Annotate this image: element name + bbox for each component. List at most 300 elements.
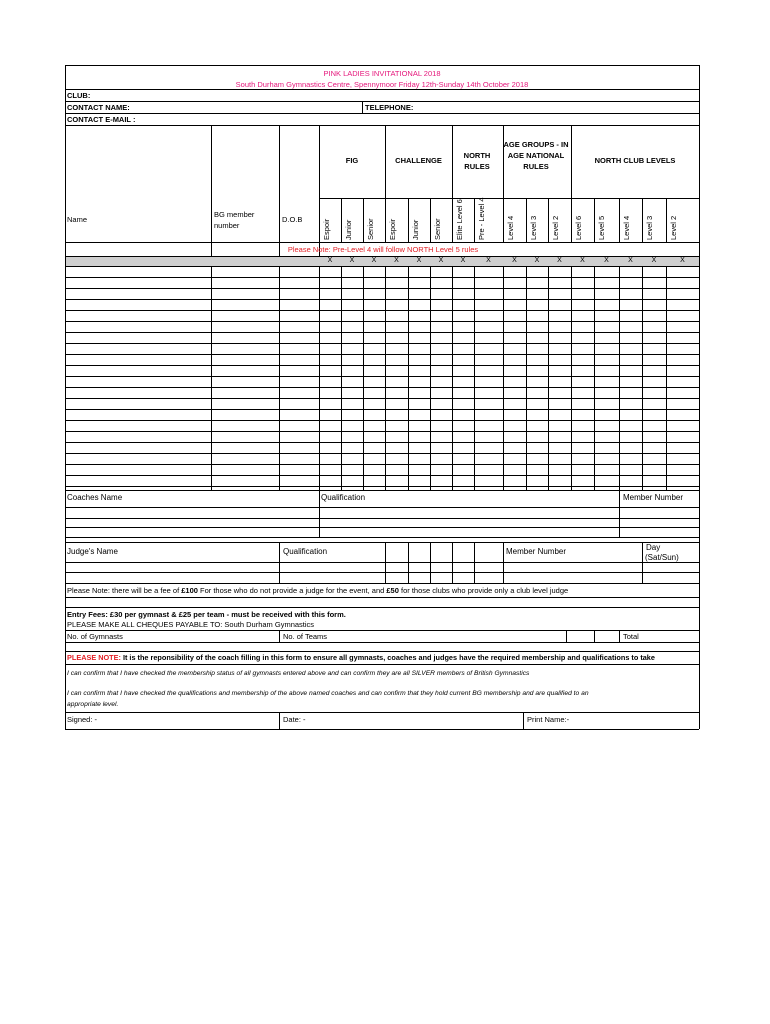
gymnast-cell[interactable] [66, 388, 210, 397]
gymnast-cell[interactable] [364, 399, 384, 408]
gymnast-cell[interactable] [453, 355, 473, 364]
gymnast-cell[interactable] [572, 421, 593, 430]
gymnast-cell[interactable] [66, 355, 210, 364]
gymnast-cell[interactable] [549, 454, 570, 463]
no-teams-field[interactable] [566, 631, 618, 641]
gymnast-cell[interactable] [453, 443, 473, 452]
gymnast-cell[interactable] [342, 410, 362, 419]
gymnast-cell[interactable] [320, 465, 340, 474]
gymnast-cell[interactable] [667, 377, 698, 386]
gymnast-cell[interactable] [549, 333, 570, 342]
gymnast-cell[interactable] [66, 476, 210, 485]
gymnast-cell[interactable] [527, 355, 547, 364]
gymnast-cell[interactable] [364, 289, 384, 298]
gymnast-cell[interactable] [643, 465, 665, 474]
gymnast-cell[interactable] [386, 377, 407, 386]
gymnast-cell[interactable] [504, 388, 525, 397]
coach-cell[interactable] [320, 508, 618, 516]
gymnast-cell[interactable] [549, 300, 570, 309]
gymnast-cell[interactable] [280, 289, 318, 298]
gymnast-cell[interactable] [386, 333, 407, 342]
gymnast-cell[interactable] [364, 443, 384, 452]
gymnast-cell[interactable] [527, 300, 547, 309]
gymnast-cell[interactable] [386, 322, 407, 331]
gymnast-cell[interactable] [212, 366, 278, 375]
gymnast-cell[interactable] [364, 300, 384, 309]
gymnast-cell[interactable] [572, 267, 593, 276]
gymnast-cell[interactable] [212, 454, 278, 463]
gymnast-cell[interactable] [643, 421, 665, 430]
gymnast-cell[interactable] [342, 432, 362, 441]
gymnast-cell[interactable] [595, 399, 618, 408]
gymnast-cell[interactable] [212, 476, 278, 485]
gymnast-cell[interactable] [504, 311, 525, 320]
gymnast-cell[interactable] [320, 366, 340, 375]
gymnast-cell[interactable] [431, 432, 451, 441]
gymnast-cell[interactable] [342, 267, 362, 276]
gymnast-cell[interactable] [320, 344, 340, 353]
gymnast-cell[interactable] [549, 410, 570, 419]
gymnast-cell[interactable] [667, 366, 698, 375]
gymnast-cell[interactable] [620, 366, 641, 375]
gymnast-cell[interactable] [212, 410, 278, 419]
gymnast-cell[interactable] [409, 300, 429, 309]
gymnast-cell[interactable] [66, 289, 210, 298]
gymnast-cell[interactable] [431, 300, 451, 309]
gymnast-cell[interactable] [620, 443, 641, 452]
gymnast-cell[interactable] [667, 388, 698, 397]
gymnast-cell[interactable] [572, 399, 593, 408]
gymnast-cell[interactable] [409, 355, 429, 364]
gymnast-cell[interactable] [595, 476, 618, 485]
gymnast-cell[interactable] [409, 377, 429, 386]
gymnast-cell[interactable] [595, 377, 618, 386]
gymnast-cell[interactable] [667, 289, 698, 298]
gymnast-cell[interactable] [212, 344, 278, 353]
gymnast-cell[interactable] [504, 300, 525, 309]
gymnast-cell[interactable] [409, 410, 429, 419]
gymnast-cell[interactable] [364, 333, 384, 342]
gymnast-cell[interactable] [475, 388, 502, 397]
gymnast-cell[interactable] [66, 300, 210, 309]
gymnast-cell[interactable] [280, 454, 318, 463]
gymnast-cell[interactable] [280, 421, 318, 430]
gymnast-cell[interactable] [620, 399, 641, 408]
judge-cell[interactable] [66, 573, 278, 581]
gymnast-cell[interactable] [549, 465, 570, 474]
gymnast-cell[interactable] [475, 333, 502, 342]
gymnast-cell[interactable] [66, 399, 210, 408]
gymnast-cell[interactable] [280, 465, 318, 474]
gymnast-cell[interactable] [595, 311, 618, 320]
gymnast-cell[interactable] [572, 289, 593, 298]
gymnast-cell[interactable] [643, 443, 665, 452]
gymnast-cell[interactable] [620, 267, 641, 276]
gymnast-cell[interactable] [409, 344, 429, 353]
gymnast-cell[interactable] [409, 465, 429, 474]
gymnast-cell[interactable] [453, 454, 473, 463]
gymnast-cell[interactable] [66, 344, 210, 353]
club-field[interactable] [120, 90, 690, 100]
contact-name-field[interactable] [140, 102, 360, 112]
coach-cell[interactable] [320, 528, 618, 536]
gymnast-cell[interactable] [320, 421, 340, 430]
gymnast-cell[interactable] [475, 267, 502, 276]
gymnast-cell[interactable] [409, 432, 429, 441]
gymnast-cell[interactable] [66, 465, 210, 474]
gymnast-cell[interactable] [527, 410, 547, 419]
gymnast-cell[interactable] [620, 410, 641, 419]
gymnast-cell[interactable] [320, 278, 340, 287]
gymnast-cell[interactable] [620, 377, 641, 386]
gymnast-cell[interactable] [527, 454, 547, 463]
gymnast-cell[interactable] [527, 311, 547, 320]
gymnast-cell[interactable] [342, 421, 362, 430]
gymnast-cell[interactable] [386, 344, 407, 353]
gymnast-cell[interactable] [280, 399, 318, 408]
gymnast-cell[interactable] [643, 476, 665, 485]
gymnast-cell[interactable] [320, 476, 340, 485]
gymnast-cell[interactable] [280, 476, 318, 485]
gymnast-cell[interactable] [386, 366, 407, 375]
gymnast-cell[interactable] [643, 355, 665, 364]
gymnast-cell[interactable] [409, 454, 429, 463]
gymnast-cell[interactable] [475, 289, 502, 298]
gymnast-cell[interactable] [475, 421, 502, 430]
gymnast-cell[interactable] [475, 465, 502, 474]
gymnast-cell[interactable] [595, 388, 618, 397]
gymnast-cell[interactable] [342, 377, 362, 386]
coach-cell[interactable] [66, 519, 318, 527]
gymnast-cell[interactable] [667, 454, 698, 463]
gymnast-cell[interactable] [504, 344, 525, 353]
gymnast-cell[interactable] [620, 322, 641, 331]
gymnast-cell[interactable] [386, 278, 407, 287]
gymnast-cell[interactable] [549, 476, 570, 485]
gymnast-cell[interactable] [620, 355, 641, 364]
gymnast-cell[interactable] [431, 355, 451, 364]
gymnast-cell[interactable] [342, 311, 362, 320]
gymnast-cell[interactable] [572, 443, 593, 452]
gymnast-cell[interactable] [527, 278, 547, 287]
gymnast-cell[interactable] [320, 388, 340, 397]
gymnast-cell[interactable] [342, 278, 362, 287]
gymnast-cell[interactable] [280, 355, 318, 364]
judge-cell[interactable] [504, 573, 641, 581]
gymnast-cell[interactable] [66, 278, 210, 287]
gymnast-cell[interactable] [320, 432, 340, 441]
gymnast-cell[interactable] [643, 410, 665, 419]
gymnast-cell[interactable] [504, 355, 525, 364]
gymnast-cell[interactable] [504, 454, 525, 463]
gymnast-cell[interactable] [549, 421, 570, 430]
gymnast-cell[interactable] [453, 465, 473, 474]
gymnast-cell[interactable] [475, 476, 502, 485]
gymnast-cell[interactable] [504, 366, 525, 375]
gymnast-cell[interactable] [595, 289, 618, 298]
gymnast-cell[interactable] [549, 399, 570, 408]
gymnast-cell[interactable] [549, 388, 570, 397]
gymnast-cell[interactable] [66, 443, 210, 452]
gymnast-cell[interactable] [280, 300, 318, 309]
gymnast-cell[interactable] [475, 344, 502, 353]
gymnast-cell[interactable] [504, 377, 525, 386]
gymnast-cell[interactable] [643, 267, 665, 276]
gymnast-cell[interactable] [386, 432, 407, 441]
gymnast-cell[interactable] [280, 333, 318, 342]
gymnast-cell[interactable] [212, 377, 278, 386]
gymnast-cell[interactable] [431, 366, 451, 375]
gymnast-cell[interactable] [475, 443, 502, 452]
gymnast-cell[interactable] [595, 465, 618, 474]
gymnast-cell[interactable] [667, 300, 698, 309]
gymnast-cell[interactable] [342, 322, 362, 331]
gymnast-cell[interactable] [595, 410, 618, 419]
gymnast-cell[interactable] [409, 267, 429, 276]
gymnast-cell[interactable] [320, 322, 340, 331]
gymnast-cell[interactable] [527, 289, 547, 298]
gymnast-cell[interactable] [667, 399, 698, 408]
gymnast-cell[interactable] [620, 278, 641, 287]
gymnast-cell[interactable] [549, 267, 570, 276]
gymnast-cell[interactable] [504, 289, 525, 298]
gymnast-cell[interactable] [453, 322, 473, 331]
gymnast-cell[interactable] [431, 421, 451, 430]
gymnast-cell[interactable] [212, 278, 278, 287]
gymnast-cell[interactable] [212, 399, 278, 408]
gymnast-cell[interactable] [504, 432, 525, 441]
gymnast-cell[interactable] [342, 388, 362, 397]
gymnast-cell[interactable] [409, 278, 429, 287]
gymnast-cell[interactable] [364, 278, 384, 287]
gymnast-cell[interactable] [527, 388, 547, 397]
judge-cell[interactable] [643, 573, 698, 581]
gymnast-cell[interactable] [212, 421, 278, 430]
gymnast-cell[interactable] [342, 289, 362, 298]
gymnast-cell[interactable] [66, 322, 210, 331]
gymnast-cell[interactable] [364, 454, 384, 463]
gymnast-cell[interactable] [504, 278, 525, 287]
coach-cell[interactable] [66, 528, 318, 536]
gymnast-cell[interactable] [475, 355, 502, 364]
gymnast-cell[interactable] [386, 410, 407, 419]
gymnast-cell[interactable] [643, 333, 665, 342]
gymnast-cell[interactable] [620, 289, 641, 298]
gymnast-cell[interactable] [667, 311, 698, 320]
gymnast-cell[interactable] [364, 344, 384, 353]
gymnast-cell[interactable] [453, 388, 473, 397]
gymnast-cell[interactable] [212, 267, 278, 276]
gymnast-cell[interactable] [431, 344, 451, 353]
telephone-field[interactable] [420, 102, 690, 112]
gymnast-cell[interactable] [643, 322, 665, 331]
gymnast-cell[interactable] [409, 399, 429, 408]
gymnast-cell[interactable] [453, 432, 473, 441]
gymnast-cell[interactable] [643, 399, 665, 408]
gymnast-cell[interactable] [386, 465, 407, 474]
gymnast-cell[interactable] [504, 421, 525, 430]
gymnast-cell[interactable] [527, 465, 547, 474]
gymnast-cell[interactable] [386, 454, 407, 463]
gymnast-cell[interactable] [280, 366, 318, 375]
judge-cell[interactable] [504, 563, 641, 571]
gymnast-cell[interactable] [364, 311, 384, 320]
gymnast-cell[interactable] [475, 432, 502, 441]
coach-cell[interactable] [66, 508, 318, 516]
gymnast-cell[interactable] [572, 333, 593, 342]
gymnast-cell[interactable] [320, 410, 340, 419]
gymnast-cell[interactable] [66, 432, 210, 441]
gymnast-cell[interactable] [364, 388, 384, 397]
judge-cell[interactable] [643, 563, 698, 571]
gymnast-cell[interactable] [364, 322, 384, 331]
gymnast-cell[interactable] [595, 421, 618, 430]
gymnast-cell[interactable] [475, 278, 502, 287]
gymnast-cell[interactable] [667, 443, 698, 452]
gymnast-cell[interactable] [364, 465, 384, 474]
gymnast-cell[interactable] [453, 344, 473, 353]
gymnast-cell[interactable] [549, 344, 570, 353]
gymnast-cell[interactable] [453, 333, 473, 342]
gymnast-cell[interactable] [620, 432, 641, 441]
gymnast-cell[interactable] [212, 465, 278, 474]
gymnast-cell[interactable] [475, 300, 502, 309]
gymnast-cell[interactable] [667, 432, 698, 441]
gymnast-cell[interactable] [386, 289, 407, 298]
gymnast-cell[interactable] [572, 311, 593, 320]
gymnast-cell[interactable] [320, 289, 340, 298]
gymnast-cell[interactable] [280, 377, 318, 386]
gymnast-cell[interactable] [212, 355, 278, 364]
judge-cell[interactable] [280, 573, 502, 581]
gymnast-cell[interactable] [620, 333, 641, 342]
gymnast-cell[interactable] [453, 311, 473, 320]
gymnast-cell[interactable] [527, 322, 547, 331]
gymnast-cell[interactable] [453, 410, 473, 419]
gymnast-cell[interactable] [66, 421, 210, 430]
gymnast-cell[interactable] [409, 289, 429, 298]
gymnast-cell[interactable] [504, 476, 525, 485]
gymnast-cell[interactable] [620, 421, 641, 430]
gymnast-cell[interactable] [595, 355, 618, 364]
gymnast-cell[interactable] [572, 454, 593, 463]
gymnast-cell[interactable] [643, 344, 665, 353]
gymnast-cell[interactable] [643, 278, 665, 287]
gymnast-cell[interactable] [572, 410, 593, 419]
gymnast-cell[interactable] [572, 476, 593, 485]
gymnast-cell[interactable] [667, 344, 698, 353]
gymnast-cell[interactable] [386, 300, 407, 309]
gymnast-cell[interactable] [595, 322, 618, 331]
gymnast-cell[interactable] [280, 410, 318, 419]
gymnast-cell[interactable] [667, 410, 698, 419]
gymnast-cell[interactable] [504, 410, 525, 419]
gymnast-cell[interactable] [431, 289, 451, 298]
gymnast-cell[interactable] [386, 355, 407, 364]
gymnast-cell[interactable] [643, 432, 665, 441]
gymnast-cell[interactable] [453, 300, 473, 309]
gymnast-cell[interactable] [527, 377, 547, 386]
gymnast-cell[interactable] [504, 399, 525, 408]
gymnast-cell[interactable] [386, 443, 407, 452]
gymnast-cell[interactable] [527, 443, 547, 452]
gymnast-cell[interactable] [212, 311, 278, 320]
gymnast-cell[interactable] [280, 278, 318, 287]
gymnast-cell[interactable] [527, 421, 547, 430]
gymnast-cell[interactable] [364, 410, 384, 419]
gymnast-cell[interactable] [320, 300, 340, 309]
no-gymnasts-field[interactable] [200, 631, 278, 641]
gymnast-cell[interactable] [572, 278, 593, 287]
gymnast-cell[interactable] [643, 289, 665, 298]
gymnast-cell[interactable] [364, 366, 384, 375]
gymnast-cell[interactable] [431, 465, 451, 474]
gymnast-cell[interactable] [595, 267, 618, 276]
gymnast-cell[interactable] [66, 410, 210, 419]
gymnast-cell[interactable] [549, 377, 570, 386]
gymnast-cell[interactable] [409, 322, 429, 331]
gymnast-cell[interactable] [527, 333, 547, 342]
gymnast-cell[interactable] [595, 278, 618, 287]
gymnast-cell[interactable] [280, 432, 318, 441]
gymnast-cell[interactable] [572, 432, 593, 441]
gymnast-cell[interactable] [320, 267, 340, 276]
gymnast-cell[interactable] [342, 366, 362, 375]
gymnast-cell[interactable] [66, 311, 210, 320]
coach-cell[interactable] [620, 519, 698, 527]
gymnast-cell[interactable] [620, 344, 641, 353]
gymnast-cell[interactable] [549, 311, 570, 320]
gymnast-cell[interactable] [572, 355, 593, 364]
gymnast-cell[interactable] [280, 322, 318, 331]
gymnast-cell[interactable] [527, 366, 547, 375]
gymnast-cell[interactable] [280, 344, 318, 353]
gymnast-cell[interactable] [549, 443, 570, 452]
gymnast-cell[interactable] [667, 465, 698, 474]
gymnast-cell[interactable] [620, 300, 641, 309]
gymnast-cell[interactable] [280, 311, 318, 320]
judge-cell[interactable] [280, 563, 502, 571]
gymnast-cell[interactable] [386, 311, 407, 320]
gymnast-cell[interactable] [431, 476, 451, 485]
gymnast-cell[interactable] [527, 267, 547, 276]
gymnast-cell[interactable] [212, 432, 278, 441]
judge-cell[interactable] [66, 563, 278, 571]
gymnast-cell[interactable] [66, 377, 210, 386]
gymnast-cell[interactable] [667, 421, 698, 430]
gymnast-cell[interactable] [549, 355, 570, 364]
gymnast-cell[interactable] [386, 476, 407, 485]
gymnast-cell[interactable] [643, 300, 665, 309]
gymnast-cell[interactable] [504, 465, 525, 474]
gymnast-cell[interactable] [475, 377, 502, 386]
gymnast-cell[interactable] [595, 432, 618, 441]
gymnast-cell[interactable] [595, 454, 618, 463]
gymnast-cell[interactable] [643, 311, 665, 320]
gymnast-cell[interactable] [409, 388, 429, 397]
gymnast-cell[interactable] [475, 366, 502, 375]
coach-cell[interactable] [620, 508, 698, 516]
gymnast-cell[interactable] [527, 476, 547, 485]
gymnast-cell[interactable] [572, 377, 593, 386]
gymnast-cell[interactable] [620, 454, 641, 463]
gymnast-cell[interactable] [667, 476, 698, 485]
email-field[interactable] [150, 114, 690, 124]
gymnast-cell[interactable] [342, 355, 362, 364]
gymnast-cell[interactable] [595, 366, 618, 375]
gymnast-cell[interactable] [386, 399, 407, 408]
gymnast-cell[interactable] [549, 322, 570, 331]
